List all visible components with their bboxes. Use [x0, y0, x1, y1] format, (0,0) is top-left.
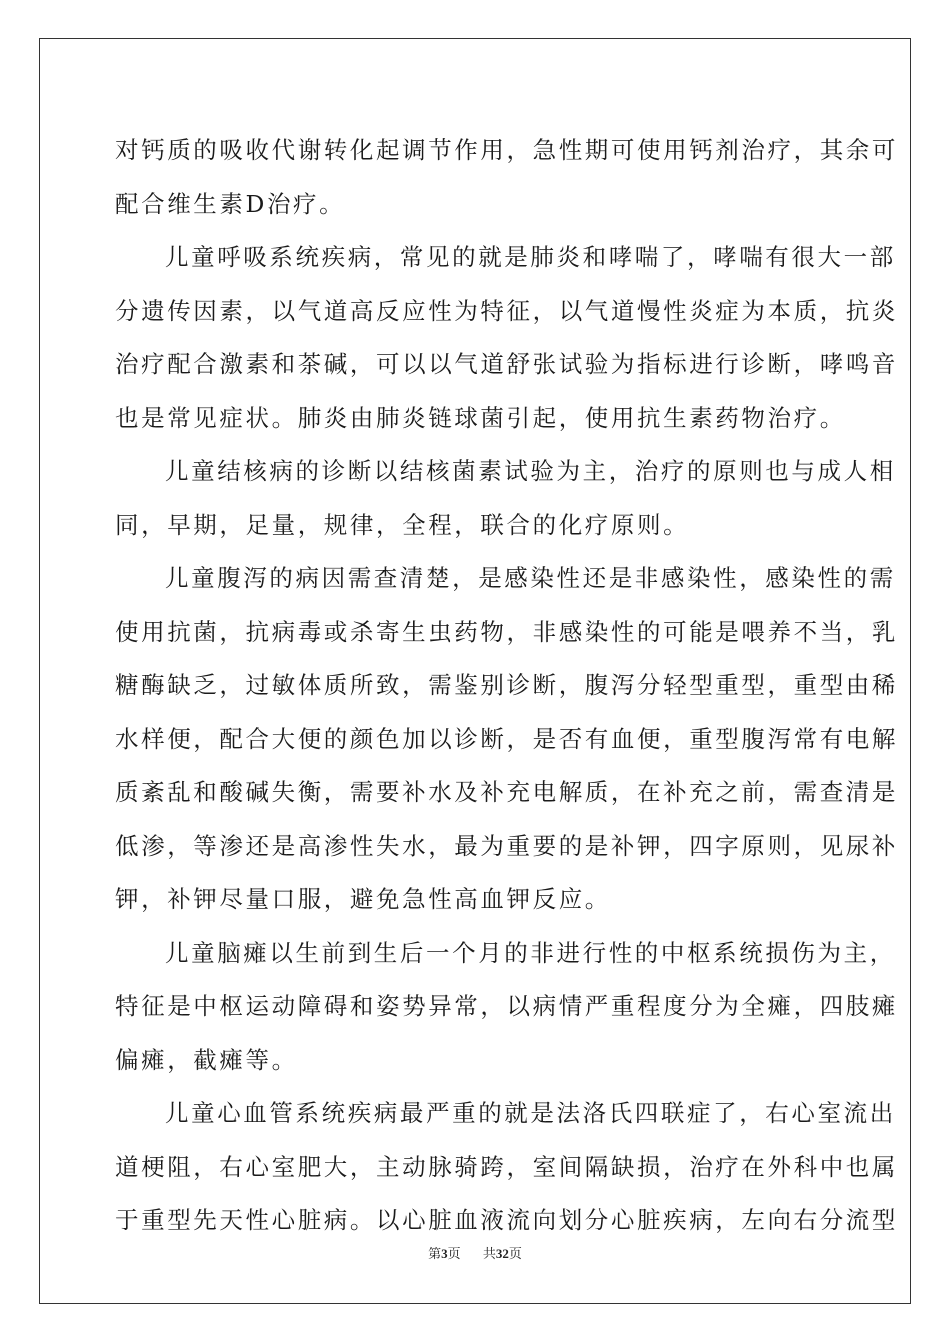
text-line: 同，早期，足量，规律，全程，联合的化疗原则。	[115, 510, 690, 539]
text-line: 糖酶缺乏，过敏体质所致，需鉴别诊断，腹泻分轻型重型，重型由稀	[115, 671, 898, 699]
text-line: 于重型先天性心脏病。以心脏血液流向划分心脏疾病，左向右分流型	[115, 1206, 898, 1234]
page-indicator	[428, 1243, 461, 1262]
paragraph	[115, 231, 898, 445]
text-line: 质紊乱和酸碱失衡，需要补水及补充电解质，在补充之前，需查清是	[115, 778, 898, 806]
text-line: 治疗配合激素和茶碱，可以以气道舒张试验为指标进行诊断，哮鸣音	[115, 350, 898, 378]
paragraph	[115, 927, 898, 1088]
text-line: 对钙质的吸收代谢转化起调节作用，急性期可使用钙剂治疗，其余可	[115, 136, 898, 164]
page-number: 3	[441, 1246, 448, 1261]
text-line: 儿童呼吸系统疾病，常见的就是肺炎和哮喘了，哮喘有很大一部	[165, 243, 896, 271]
paragraph	[115, 445, 896, 552]
text-line: 儿童腹泻的病因需查清楚，是感染性还是非感染性，感染性的需	[165, 564, 896, 592]
text-line: 钾，补钾尽量口服，避免急性高血钾反应。	[115, 885, 611, 913]
total-pages: 32	[495, 1246, 509, 1261]
paragraph	[115, 1087, 898, 1248]
total-pages-indicator	[483, 1243, 522, 1262]
text-line: 儿童脑瘫以生前到生后一个月的非进行性的中枢系统损伤为主，	[165, 938, 896, 967]
total-suffix: 页	[508, 1247, 522, 1262]
page-footer	[0, 1243, 950, 1262]
text-line: 配合维生素D治疗。	[115, 189, 346, 218]
text-line: 道梗阻，右心室肥大，主动脉骑跨，室间隔缺损，治疗在外科中也属	[115, 1152, 898, 1181]
text-line: 儿童心血管系统疾病最严重的就是法洛氏四联症了，右心室流出	[165, 1099, 896, 1127]
text-line: 分遗传因素，以气道高反应性为特征，以气道慢性炎症为本质，抗炎	[115, 296, 898, 325]
page-suffix: 页	[447, 1247, 461, 1262]
paragraph	[115, 124, 898, 231]
text-line: 也是常见症状。肺炎由肺炎链球菌引起，使用抗生素药物治疗。	[115, 403, 846, 432]
text-line: 儿童结核病的诊断以结核菌素试验为主，治疗的原则也与成人相	[165, 457, 896, 485]
text-line: 低渗，等渗还是高渗性失水，最为重要的是补钾，四字原则，见尿补	[115, 831, 898, 860]
text-line: 特征是中枢运动障碍和姿势异常，以病情严重程度分为全瘫，四肢瘫	[115, 992, 898, 1020]
text-line: 使用抗菌，抗病毒或杀寄生虫药物，非感染性的可能是喂养不当，乳	[115, 617, 898, 646]
text-line: 水样便，配合大便的颜色加以诊断，是否有血便，重型腹泻常有电解	[115, 724, 898, 753]
paragraph	[115, 552, 898, 927]
text-line: 偏瘫，截瘫等。	[115, 1045, 298, 1074]
total-prefix: 共	[482, 1247, 496, 1262]
page-prefix: 第	[428, 1247, 442, 1262]
document-body	[115, 124, 898, 1248]
